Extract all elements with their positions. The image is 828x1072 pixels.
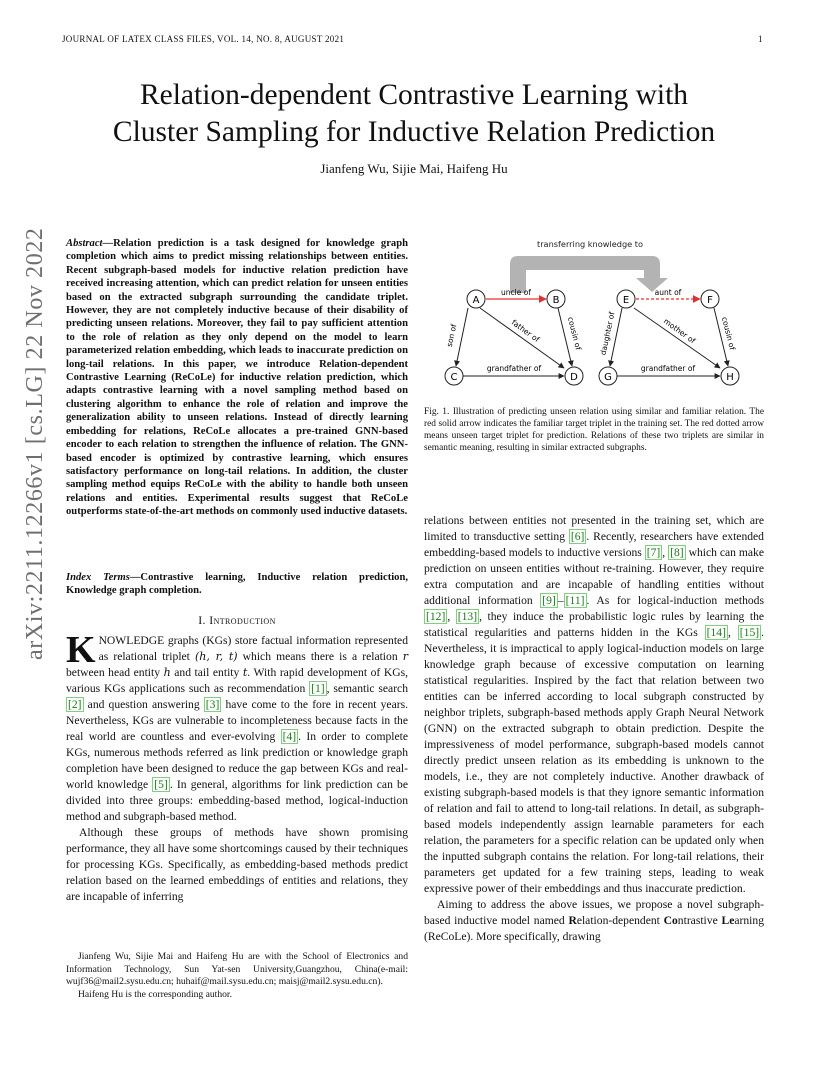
intro-column xyxy=(66,629,409,905)
body-text: . As for logical-induction methods xyxy=(586,594,764,607)
body-text: . Recently, researchers have extended embedding-based models to inductive versions xyxy=(424,530,764,559)
intro-text: . In order to complete KGs, numerous methods referred as link prediction or knowledge graph completion have been designed to reduce the gap between KGs and real-world knowledge xyxy=(66,730,408,791)
section-title: Introduction xyxy=(209,613,276,627)
body-text: elation-dependent xyxy=(576,914,664,927)
intro-text: have come to the fore in recent years. Nevertheless, KGs are vulnerable to incompleteness because facts in the real world are countless and ever-evolving xyxy=(66,698,408,743)
dropcap: K xyxy=(66,629,96,671)
figure-caption xyxy=(424,406,764,454)
figure-banner-label: transferring knowledge to xyxy=(536,239,644,249)
paper-title xyxy=(40,77,788,151)
edge-father-of xyxy=(480,308,564,368)
node-g xyxy=(599,367,617,385)
index-terms xyxy=(66,571,408,598)
math-h: h xyxy=(163,666,171,679)
svg-text:G: G xyxy=(604,372,612,383)
citation-link[interactable]: [13] xyxy=(457,610,478,623)
body-text: relations between entities not presented in the training set, which are limited to transductive setting xyxy=(424,514,764,543)
caption-text: Illustration of predicting unseen relation using similar and familiar relation. The red solid arrow indicates the familiar target triplet in the training set. The red dotted arrow means unseen target triplet for prediction. Relations of these two triplets are similar in semantic meaning, resulting in similar extracted subgraphs. xyxy=(424,407,764,453)
label-cousin-of-right: cousin of xyxy=(719,315,737,351)
intro-text: and tail entity xyxy=(170,666,243,679)
page-number: 1 xyxy=(758,34,763,44)
abstract-label: Abstract xyxy=(66,238,103,249)
edge-son-of xyxy=(456,308,468,366)
citation-link[interactable]: [15] xyxy=(739,626,760,639)
figure-1 xyxy=(424,238,764,388)
citation-link[interactable]: [8] xyxy=(670,546,684,559)
edge-mother-of xyxy=(634,308,720,368)
label-grandfather-of-right: grandfather of xyxy=(640,364,696,373)
body-text: , they induce the probabilistic logic rules by learning the statistical regularities and patterns hidden in the KGs xyxy=(424,610,765,639)
abstract-text: —Relation prediction is a task designed for knowledge graph completion which aims to predict missing relationships between entities. Recent subgraph-based models for inductive relation prediction have received increasing attention, which can predict relation for unseen entities based on the extracted subgraph surrounding the candidate triplet. However, they are not completely inductive because of their disability of predicting unseen relations. Moreover, they fail to pay sufficient attention to the role of relation as they only depend on the model to learn parameterized relation embedding, which leads to inaccurate prediction on long-tail relations. In this paper, we introduce Relation-dependent Contrastive Learning (ReCoLe) for inductive relation prediction, which adapts contrastive learning with a novel sampling method based on clustering algorithm to enhance the role of relation and improve the generalization ability to unseen relations. Instead of directly learning embedding for relations, ReCoLe allocates a pre-trained GNN-based encoder to each relation to strengthen the influence of relation. The GNN-based encoder is optimized by contrastive learning, which ensures satisfactory performance on long-tail relations. In addition, the cluster sampling method equips ReCoLe with the ability to handle both unseen relations and entities. Experimental results suggest that ReCoLe outperforms state-of-the-art methods on commonly used inductive datasets. xyxy=(66,238,408,518)
emphasis-letter: Le xyxy=(721,914,735,927)
running-header: JOURNAL OF LATEX CLASS FILES, VOL. 14, NO. 8, AUGUST 2021 xyxy=(62,34,345,44)
node-e xyxy=(617,290,635,308)
label-son-of: son of xyxy=(444,323,459,348)
label-mother-of: mother of xyxy=(661,316,698,346)
svg-text:F: F xyxy=(707,295,713,306)
body-text: . Nevertheless, it is impractical to apply logical-induction models on large knowledge graph because of excessive computation on learning statistical regularities. Inspired by the fact that relation between two entities can be inferred according to local subgraph constructed by neighbor triplets, subgraph-based methods apply Graph Neural Network (GNN) on the extracted subgraph to obtain prediction. Despite the impressiveness of model performance, subgraph-based models cannot directly predict unseen relation as its embedding is unknown to the models, i.e., they are not completely inductive. Another drawback of existing subgraph-based models is that they ignore semantic information of relation and fail to attend to long-tail relations. In detail, as subgraph-based models independently assign learnable parameters for each relation, the parameters for a specific relation can be updated only when the inputted subgraph contains the relation. For long-tail relations, their parameters get updated for a few training steps, leading to weak expressive power of their embeddings and thus inaccurate prediction. xyxy=(424,626,765,895)
footnote-affiliation: Jianfeng Wu, Sijie Mai and Haifeng Hu are with the School of Electronics and Information Technology, Sun Yat-sen University,Guangzhou, China(e-mail: wujf36@mail2.sysu.edu.cn; huhaif@mail.sysu.edu.cn; maisj@mail2.sysu.edu.cn). xyxy=(66,951,408,988)
intro-paragraph-1 xyxy=(66,629,409,825)
citation-link[interactable]: [4] xyxy=(282,730,297,743)
node-f xyxy=(701,290,719,308)
body-text: which can make prediction on unseen entities without re-training. However, they require extra computation and are incapable of handling entities without additional information xyxy=(424,546,764,607)
emphasis-letter: R xyxy=(568,914,577,927)
node-h xyxy=(721,367,739,385)
svg-text:B: B xyxy=(552,295,560,306)
body-text: , xyxy=(662,546,669,559)
math-triplet: (h, r, t) xyxy=(195,650,238,663)
intro-text: between head entity xyxy=(66,666,164,679)
label-aunt-of: aunt of xyxy=(654,288,682,297)
intro-text: NOWLEDGE graphs (KGs) store factual information represented as relational triplet xyxy=(98,634,408,663)
citation-link[interactable]: [5] xyxy=(154,778,168,791)
label-cousin-of-left: cousin of xyxy=(565,315,583,351)
citation-link[interactable]: [9] xyxy=(542,594,556,607)
section-heading xyxy=(66,613,408,628)
label-grandfather-of-left: grandfather of xyxy=(486,364,542,373)
emphasis-letter: Co xyxy=(663,914,678,927)
svg-text:D: D xyxy=(570,372,578,383)
node-c xyxy=(445,367,463,385)
body-text: arning (ReCoLe). More specifically, drawing xyxy=(424,914,764,943)
citation-link[interactable]: [11] xyxy=(565,594,585,607)
caption-label: Fig. 1. xyxy=(424,407,450,417)
right-column xyxy=(424,513,764,945)
svg-text:H: H xyxy=(726,372,734,383)
math-t: t xyxy=(242,666,248,679)
math-r: r xyxy=(402,650,408,663)
footnote-corresponding: Haifeng Hu is the corresponding author. xyxy=(78,988,232,1000)
right-paragraph-1 xyxy=(424,513,764,897)
node-d xyxy=(565,367,583,385)
intro-text: which means there is a relation xyxy=(237,650,403,663)
footnote xyxy=(66,951,408,1001)
body-text: Aiming to address the above issues, we propose a novel subgraph-based inductive model named xyxy=(424,898,764,927)
right-paragraph-2 xyxy=(424,897,764,945)
body-text: , xyxy=(727,626,738,639)
title-line-2: Cluster Sampling for Inductive Relation Prediction xyxy=(112,116,716,148)
label-father-of: father of xyxy=(509,317,542,345)
svg-text:C: C xyxy=(450,372,458,383)
citation-link[interactable]: [3] xyxy=(205,698,220,711)
body-text: , xyxy=(447,610,456,623)
intro-paragraph-2: Although these groups of methods have shown promising performance, they all have some shortcomings caused by their techniques for processing KGs. Specifically, as embedding-based methods predict relation based on the learned embeddings of entities and relations, they are incapable of inferring xyxy=(66,826,408,903)
citation-link[interactable]: [2] xyxy=(68,698,82,711)
citation-link[interactable]: [7] xyxy=(646,546,661,559)
node-a xyxy=(467,290,485,308)
intro-text: . In general, algorithms for link prediction can be divided into three groups: embedding-based method, logical-induction method and subgraph-based method. xyxy=(66,778,408,823)
citation-link[interactable]: [1] xyxy=(311,682,325,695)
section-number: I. xyxy=(198,613,206,627)
index-terms-label: Index Terms xyxy=(66,572,130,583)
intro-text: . With rapid development of KGs, various KGs applications such as recommendation xyxy=(66,666,409,695)
label-daughter-of: daughter of xyxy=(598,311,617,356)
citation-link[interactable]: [12] xyxy=(426,610,446,623)
title-line-1: Relation-dependent Contrastive Learning with xyxy=(139,79,689,111)
arxiv-stamp: arXiv:2211.12266v1 [cs.LG] 22 Nov 2022 xyxy=(22,227,48,660)
citation-link[interactable]: [14] xyxy=(706,626,726,639)
node-b xyxy=(547,290,565,308)
abstract xyxy=(66,237,408,519)
index-terms-text: —Contrastive learning, Inductive relation prediction, Knowledge graph completion. xyxy=(66,572,408,597)
intro-text: and question answering xyxy=(83,698,204,711)
svg-text:E: E xyxy=(622,295,630,306)
intro-text: , semantic search xyxy=(326,682,408,695)
label-uncle-of: uncle of xyxy=(501,288,531,297)
svg-text:A: A xyxy=(472,295,480,306)
citation-link[interactable]: [6] xyxy=(570,530,585,543)
transfer-arrow xyxy=(510,256,668,293)
authors: Jianfeng Wu, Sijie Mai, Haifeng Hu xyxy=(320,161,508,176)
body-text: ntrastive xyxy=(677,914,722,927)
body-text: – xyxy=(557,594,564,607)
